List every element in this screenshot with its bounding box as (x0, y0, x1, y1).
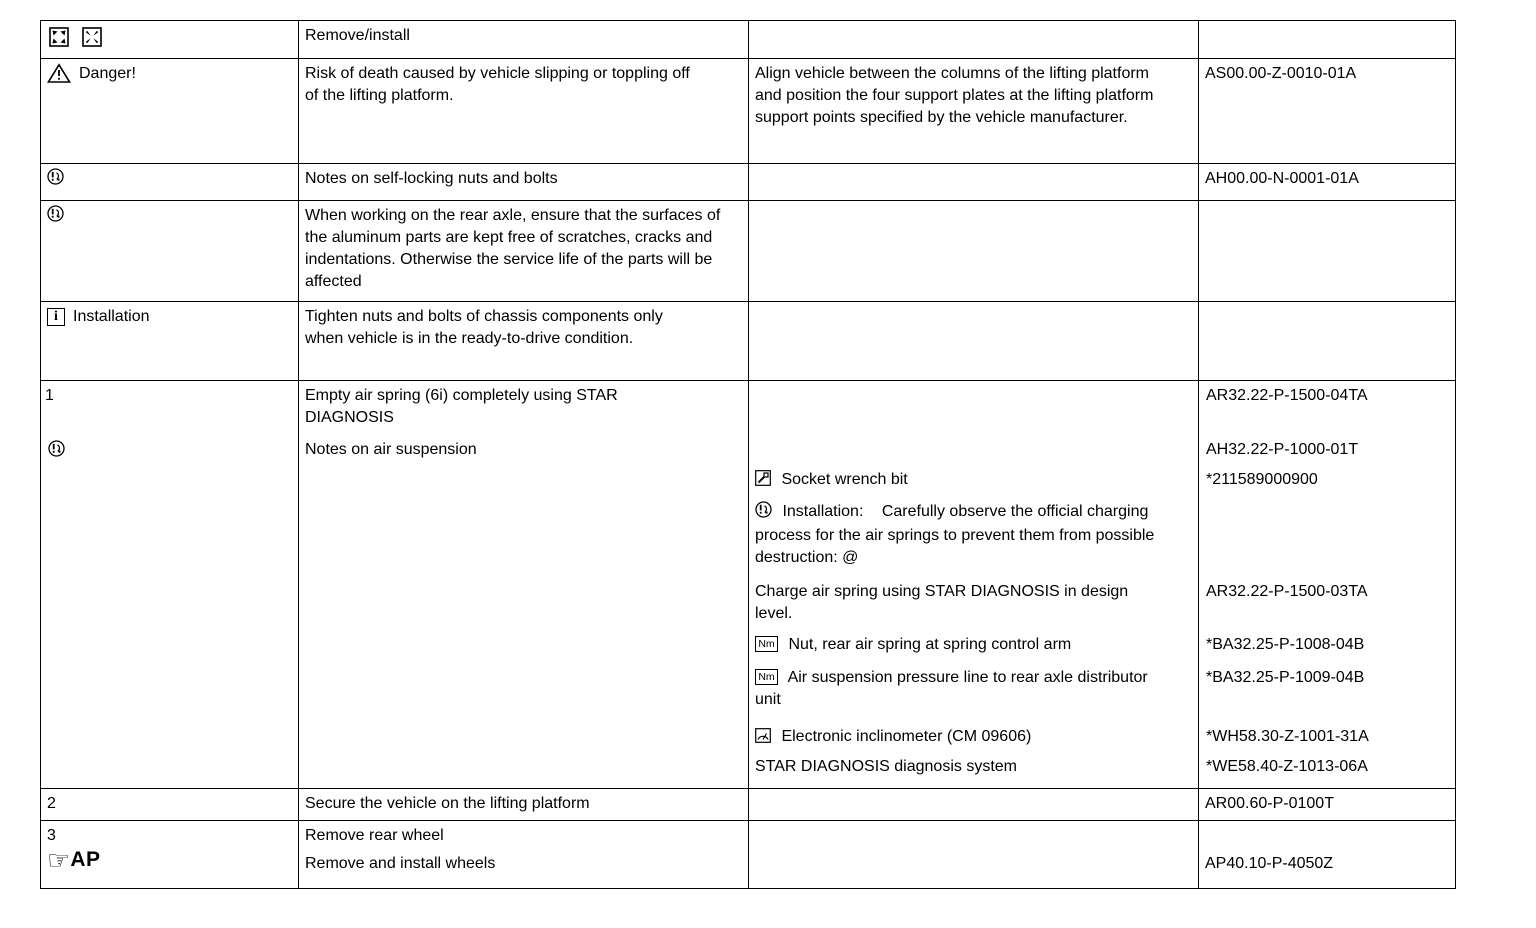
danger-icon (47, 63, 71, 84)
detail-item (755, 501, 1185, 569)
detail-item (755, 667, 1171, 711)
torque-icon: Nm (755, 669, 778, 685)
cell-step3-tasks (299, 821, 749, 889)
information-icon: i (47, 308, 65, 326)
cell-empty (1199, 302, 1456, 381)
step-number: 1 (45, 387, 54, 404)
workshop-procedure-document (40, 20, 1456, 889)
cell-danger-symbol (41, 59, 299, 164)
detail-text: Air suspension pressure line to rear axle distributor unit (755, 669, 1148, 708)
row-step3 (41, 821, 1456, 889)
socket-wrench-icon (755, 470, 771, 493)
danger-label: Danger! (79, 65, 136, 82)
task-text: Secure the vehicle on the lifting platform (305, 795, 590, 812)
cell-note-symbol (41, 164, 299, 201)
installation-text: Tighten nuts and bolts of chassis components only when vehicle is in the ready-to-drive condition. (305, 308, 663, 347)
step-number: 2 (47, 795, 56, 812)
detail-text: STAR DIAGNOSIS diagnosis system (755, 758, 1017, 775)
ap-group-label: AP (70, 848, 101, 871)
row-note-selflocking (41, 164, 1456, 201)
note-icon (47, 205, 64, 222)
task-text: Remove and install wheels (305, 855, 496, 872)
danger-risk-text: Risk of death caused by vehicle slipping or toppling off of the lifting platform. (305, 65, 690, 104)
cell-section-title (299, 21, 749, 59)
cell-symbols (41, 21, 299, 59)
cell-empty (749, 164, 1199, 201)
doc-code: AS00.00-Z-0010-01A (1205, 65, 1357, 82)
detail-label: Installation: (782, 503, 864, 520)
task-text: Empty air spring (6i) completely using STAR DIAGNOSIS (305, 387, 618, 426)
cell-step1-codes (1199, 381, 1456, 789)
cell-step1-details (749, 381, 1199, 789)
row-step2 (41, 789, 1456, 821)
detail-text: Electronic inclinometer (CM 09606) (781, 728, 1032, 745)
detail-item (755, 726, 1192, 750)
note-text: Notes on self-locking nuts and bolts (305, 170, 558, 187)
procedure-table (40, 20, 1456, 889)
danger-instruction-text: Align vehicle between the columns of the lifting platform and position the four support plates at the lifting platform support points specified by the vehicle manufacturer. (755, 65, 1154, 126)
installation-label: Installation (73, 308, 150, 325)
cell-step2-ref (41, 789, 299, 821)
doc-code: AR32.22-P-1500-04TA (1206, 387, 1368, 404)
row-step1 (41, 381, 1456, 789)
cell-note-code (1199, 164, 1456, 201)
cell-step3-code (1199, 821, 1456, 889)
detail-text: Nut, rear air spring at spring control arm (788, 636, 1072, 653)
pointing-hand-icon: ☞ (47, 845, 71, 875)
assemble-icon (82, 27, 102, 47)
doc-code: *WE58.40-Z-1013-06A (1206, 758, 1368, 775)
cell-empty (749, 21, 1199, 59)
section-title: Remove/install (305, 27, 410, 44)
detail-text: Charge air spring using STAR DIAGNOSIS in design level. (755, 583, 1129, 622)
cell-danger-code (1199, 59, 1456, 164)
cell-empty (749, 302, 1199, 381)
cell-empty (749, 821, 1199, 889)
task-text: Notes on air suspension (305, 441, 477, 458)
row-installation (41, 302, 1456, 381)
cell-danger-instruction (749, 59, 1199, 164)
note-icon (755, 501, 772, 525)
detail-text: Socket wrench bit (781, 471, 908, 488)
cell-note-text (299, 164, 749, 201)
note-text: When working on the rear axle, ensure that the surfaces of the aluminum parts are kept free of scratches, cracks and indentations. Otherwise the service life of the parts will be affected (305, 207, 721, 290)
doc-code: AH32.22-P-1000-01T (1206, 441, 1359, 458)
cell-empty (749, 789, 1199, 821)
doc-code: *BA32.25-P-1008-04B (1206, 636, 1365, 653)
cell-installation-symbol (41, 302, 299, 381)
cell-step1-tasks (299, 381, 749, 789)
doc-code: *WH58.30-Z-1001-31A (1206, 728, 1369, 745)
cell-empty (1199, 21, 1456, 59)
detail-item (755, 634, 1192, 656)
cell-note-text (299, 201, 749, 302)
cell-step1-ref (41, 381, 299, 789)
cell-installation-text (299, 302, 749, 381)
torque-icon: Nm (755, 636, 778, 652)
cell-step3-ref (41, 821, 299, 889)
doc-code: AP40.10-P-4050Z (1205, 855, 1334, 872)
detail-text: Carefully observe the official charging process for the air springs to prevent them from possible destruction: @ (755, 503, 1155, 566)
cell-empty (749, 201, 1199, 302)
task-text: Remove rear wheel (305, 827, 444, 844)
doc-code: AH00.00-N-0001-01A (1205, 170, 1359, 187)
row-danger (41, 59, 1456, 164)
step-number: 3 (47, 827, 56, 844)
row-note-aluminum (41, 201, 1456, 302)
cell-danger-risk (299, 59, 749, 164)
detail-item (755, 469, 1192, 493)
cell-step2-task (299, 789, 749, 821)
note-icon (48, 440, 65, 457)
note-icon (47, 168, 64, 185)
doc-code: *BA32.25-P-1009-04B (1206, 669, 1365, 686)
doc-code: AR32.22-P-1500-03TA (1206, 583, 1368, 600)
cell-note-symbol (41, 201, 299, 302)
cell-empty (1199, 201, 1456, 302)
doc-code: *211589000900 (1206, 471, 1318, 488)
disassemble-icon (49, 27, 69, 47)
row-remove-install (41, 21, 1456, 59)
doc-code: AR00.60-P-0100T (1205, 795, 1334, 812)
cell-step2-code (1199, 789, 1456, 821)
inclinometer-icon (755, 728, 771, 750)
